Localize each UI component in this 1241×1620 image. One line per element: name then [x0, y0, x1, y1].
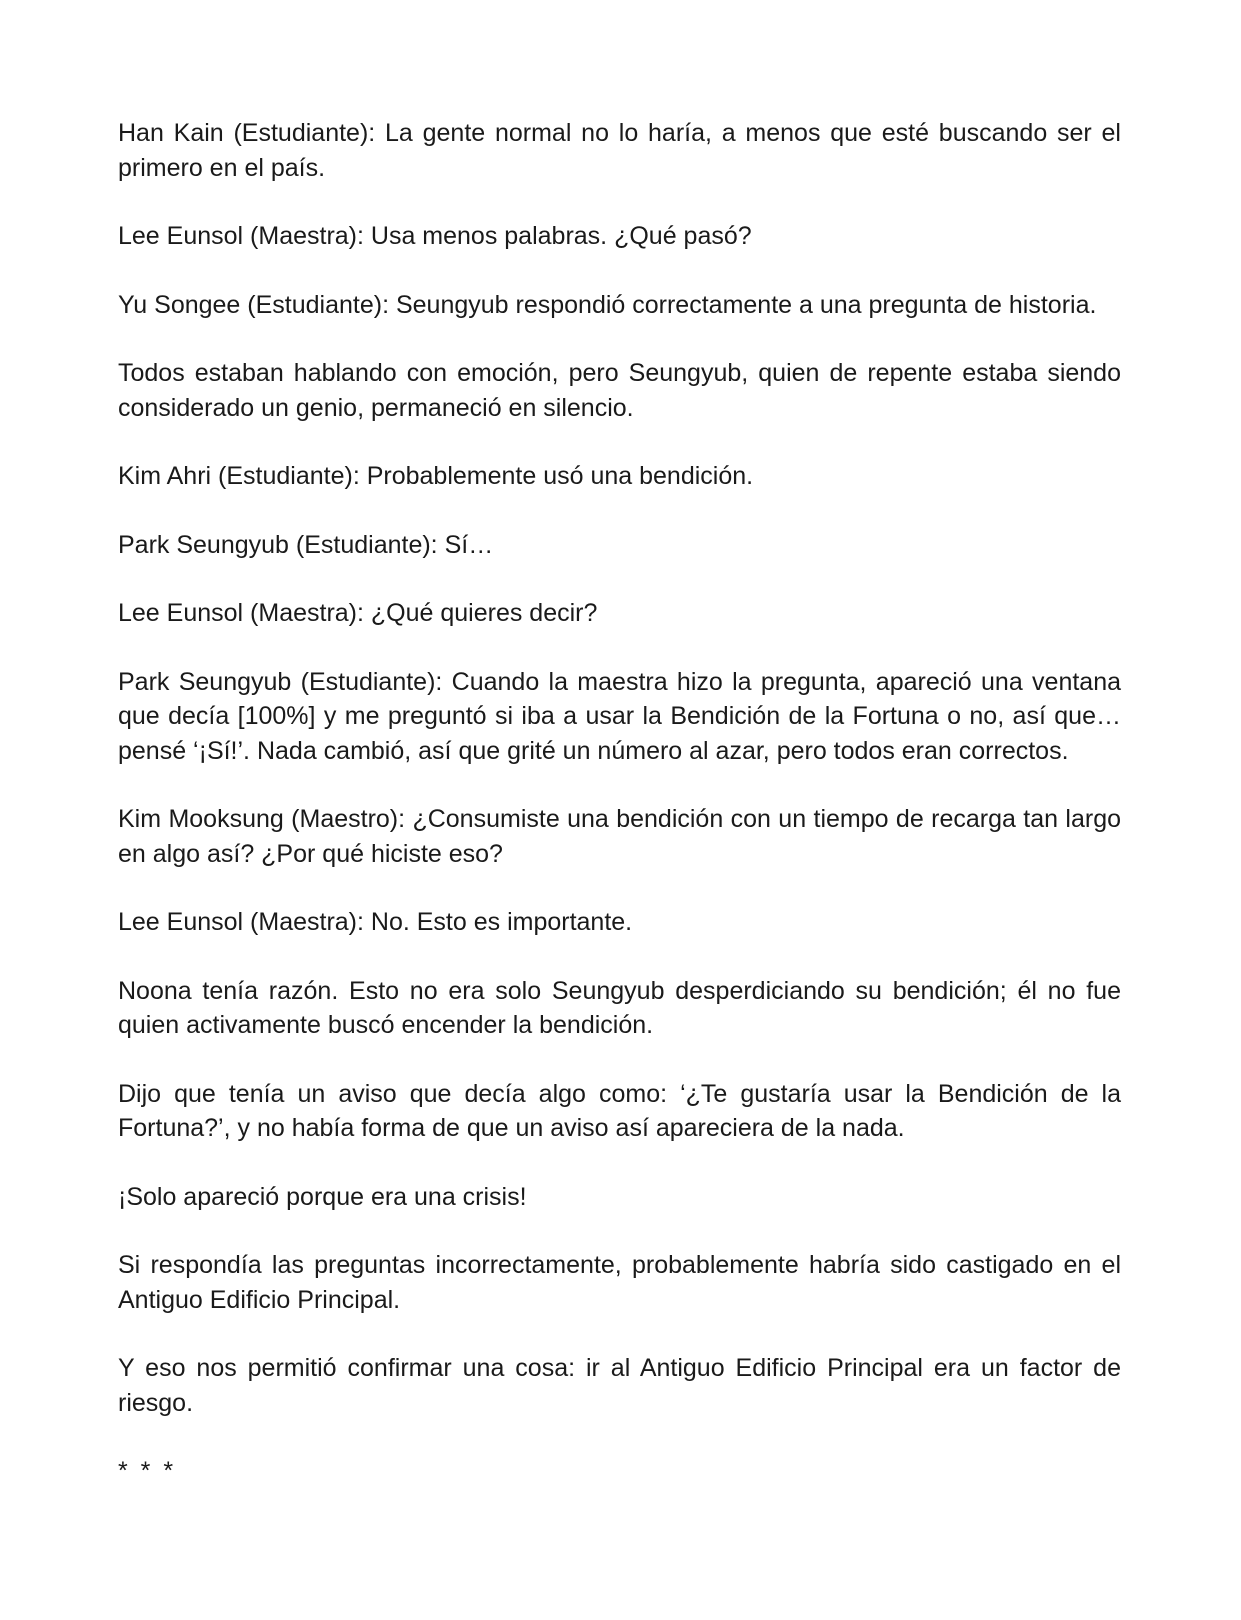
paragraph: Kim Mooksung (Maestro): ¿Consumiste una bendición con un tiempo de recarga tan largo en algo así? ¿Por qué hiciste eso?	[118, 805, 1121, 868]
paragraph: Lee Eunsol (Maestra): No. Esto es importante.	[118, 908, 633, 936]
document-body	[118, 116, 1121, 1489]
paragraph: Noona tenía razón. Esto no era solo Seungyub desperdiciando su bendición; él no fue quien activamente buscó encender la bendición.	[118, 976, 1121, 1039]
paragraph: Park Seungyub (Estudiante): Cuando la maestra hizo la pregunta, apareció una ventana que decía [100%] y me preguntó si iba a usar la Bendición de la Fortuna o no, así que… pensé ‘¡Sí!’. Nada cambió, así que grité un número al azar, pero todos eran correctos.	[118, 667, 1121, 765]
paragraph: Dijo que tenía un aviso que decía algo como: ‘¿Te gustaría usar la Bendición de la Fortuna?’, y no había forma de que un aviso así apareciera de la nada.	[118, 1079, 1121, 1142]
paragraph: Y eso nos permitió confirmar una cosa: ir al Antiguo Edificio Principal era un factor de riesgo.	[118, 1354, 1121, 1417]
scene-separator: * * *	[118, 1457, 177, 1485]
paragraph: Si respondía las preguntas incorrectamente, probablemente habría sido castigado en el Antiguo Edificio Principal.	[118, 1251, 1121, 1314]
paragraph: Todos estaban hablando con emoción, pero Seungyub, quien de repente estaba siendo considerado un genio, permaneció en silencio.	[118, 359, 1121, 422]
paragraph: Park Seungyub (Estudiante): Sí…	[118, 530, 494, 559]
paragraph: Lee Eunsol (Maestra): Usa menos palabras. ¿Qué pasó?	[118, 222, 752, 250]
paragraph: Lee Eunsol (Maestra): ¿Qué quieres decir?	[118, 599, 598, 627]
paragraph: Kim Ahri (Estudiante): Probablemente usó una bendición.	[118, 462, 754, 490]
paragraph: Yu Songee (Estudiante): Seungyub respondió correctamente a una pregunta de historia.	[118, 290, 1097, 319]
paragraph: ¡Solo apareció porque era una crisis!	[118, 1182, 527, 1211]
paragraph: Han Kain (Estudiante): La gente normal no lo haría, a menos que esté buscando ser el primero en el país.	[118, 119, 1121, 182]
